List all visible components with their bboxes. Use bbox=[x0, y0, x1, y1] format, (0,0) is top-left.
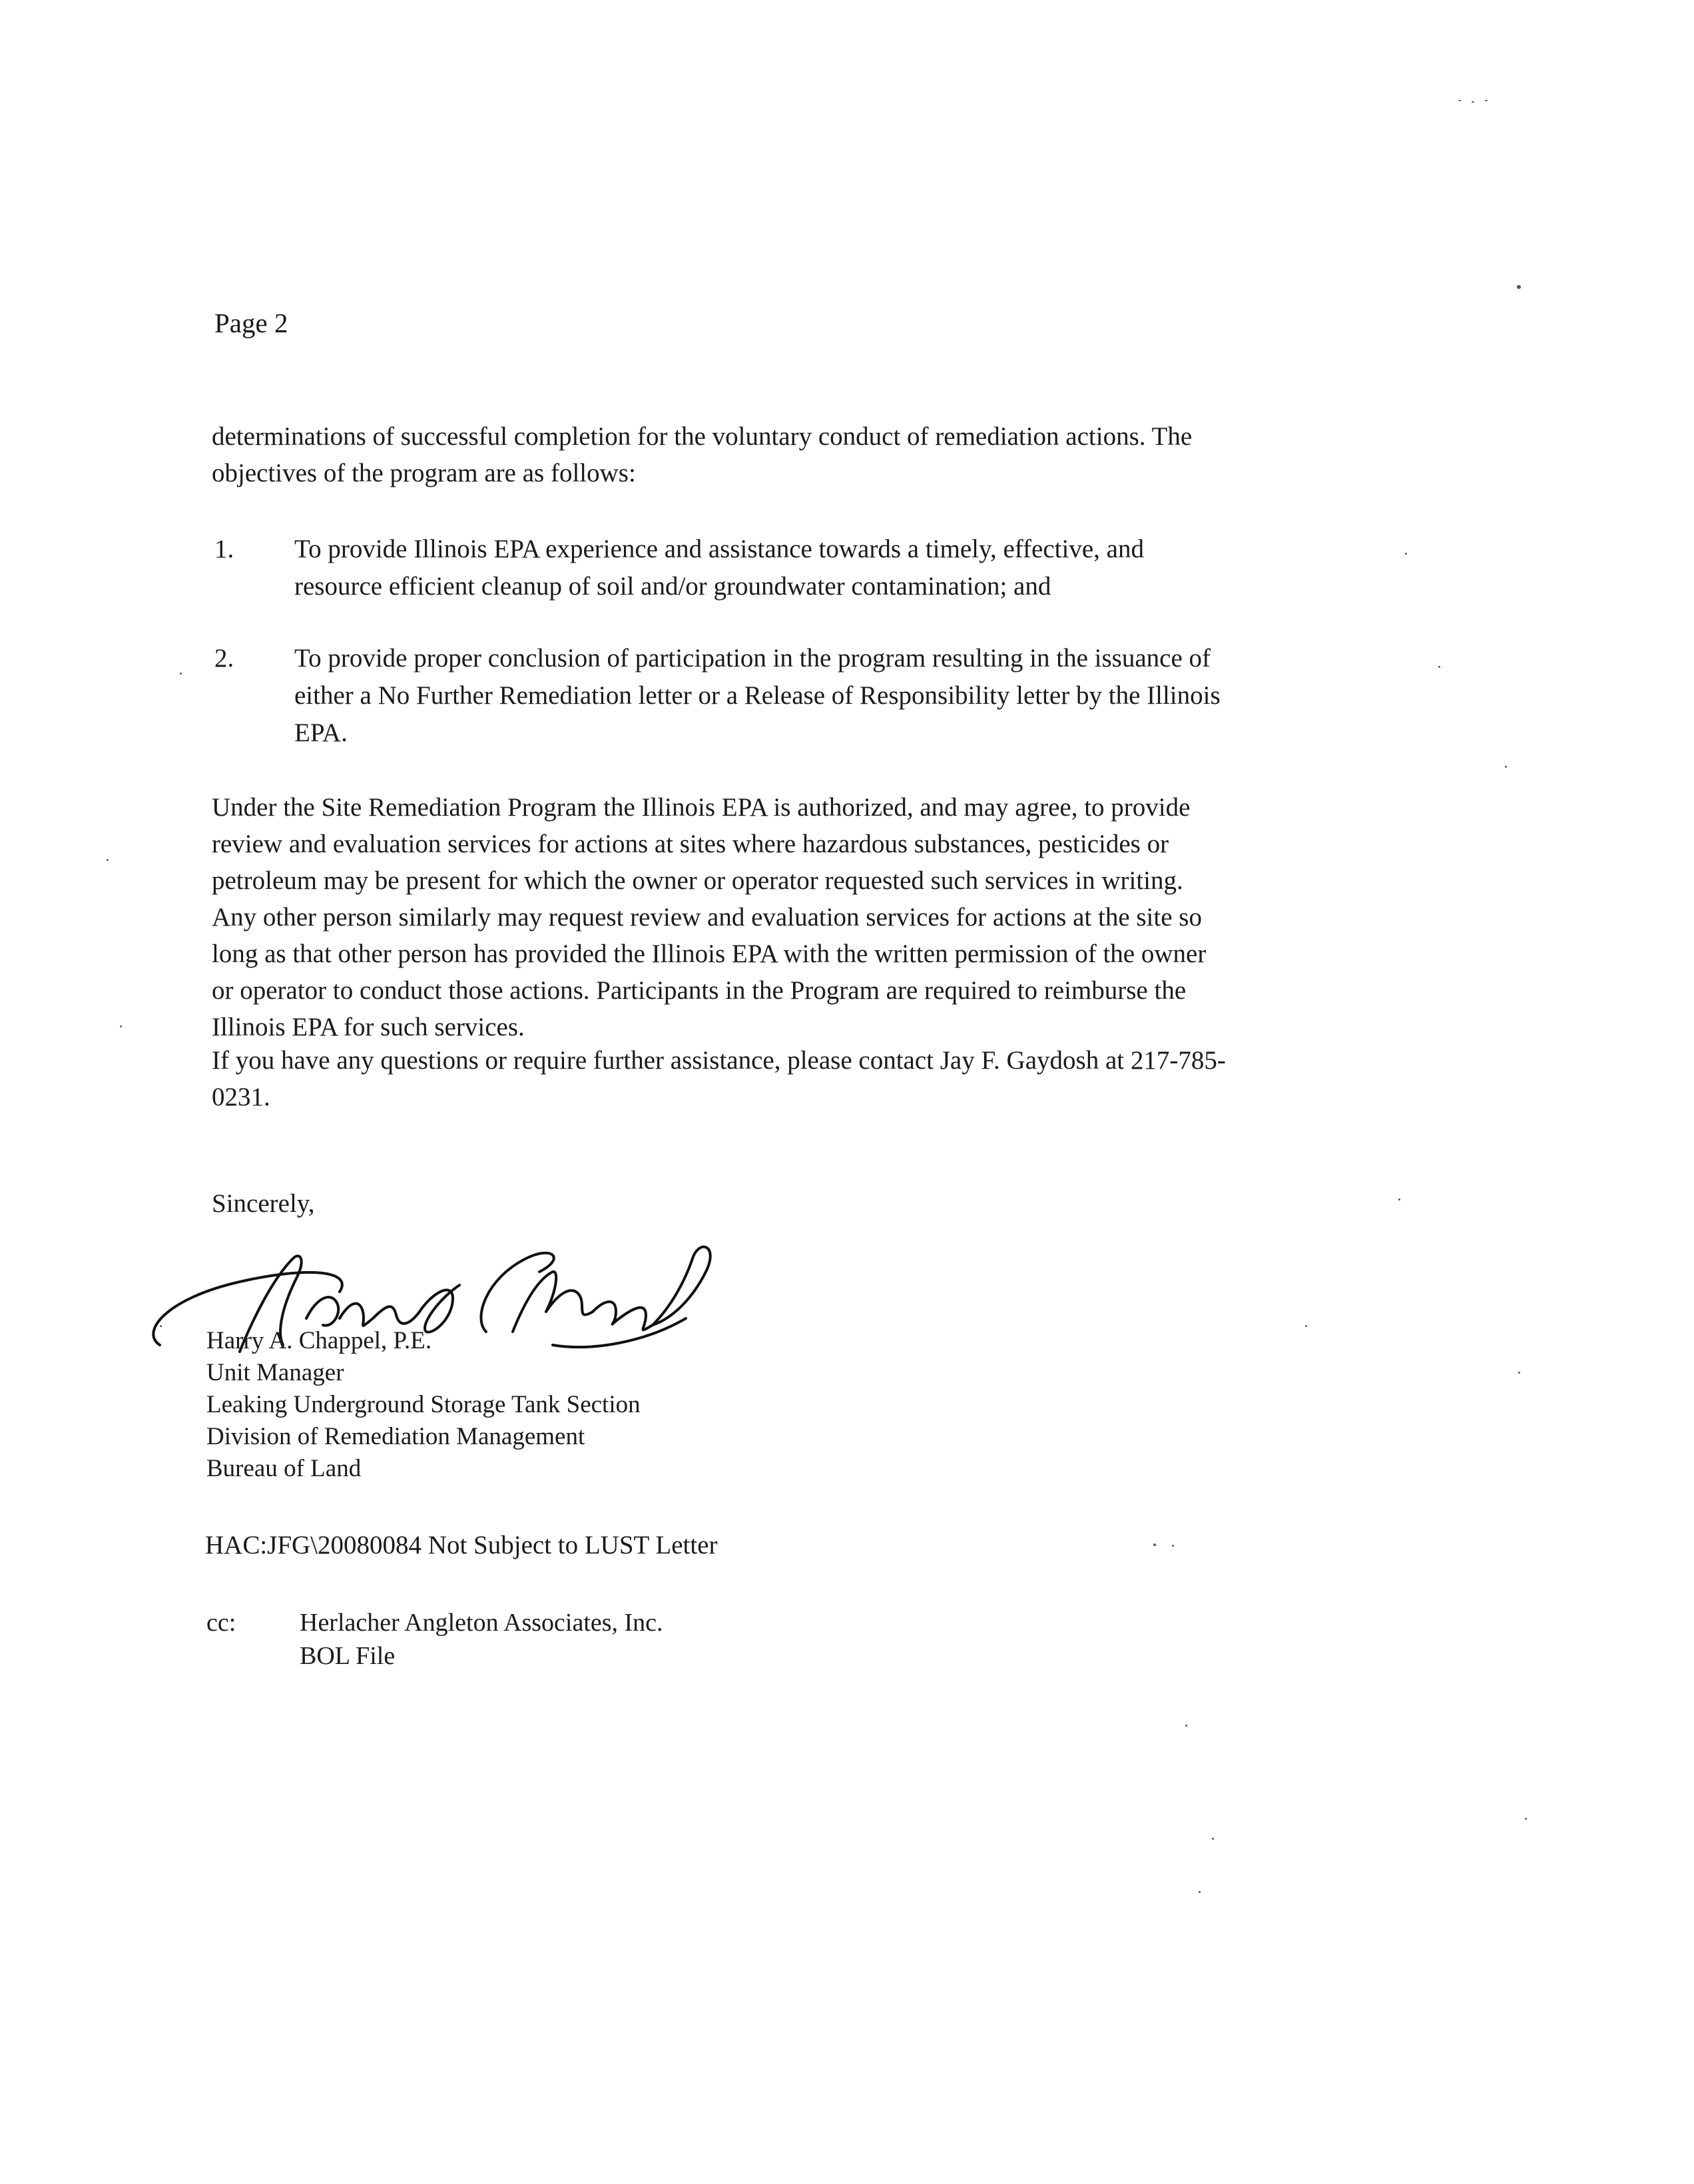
scan-speck bbox=[1153, 1543, 1156, 1546]
objective-text bbox=[294, 531, 1386, 605]
authority-line: or operator to conduct those actions. Participants in the Program are required to reimburse the bbox=[212, 976, 1187, 1005]
authority-line: petroleum may be present for which the owner or operator requested such services in writing. bbox=[212, 866, 1183, 895]
contact-line: 0231. bbox=[212, 1083, 270, 1111]
scan-speck bbox=[1185, 1725, 1187, 1727]
scan-speck bbox=[1525, 1818, 1527, 1820]
scan-speck bbox=[1305, 1325, 1307, 1327]
intro-paragraph bbox=[212, 418, 1377, 491]
authority-line: Under the Site Remediation Program the Illinois EPA is authorized, and may agree, to provide bbox=[212, 793, 1191, 822]
authority-line: review and evaluation services for actions at sites where hazardous substances, pesticides or bbox=[212, 830, 1169, 858]
objective-item bbox=[214, 531, 1386, 605]
authority-paragraph bbox=[212, 789, 1384, 1045]
scan-speck bbox=[1172, 1545, 1174, 1547]
cc-label: cc: bbox=[206, 1609, 236, 1637]
scan-speck bbox=[1199, 1891, 1201, 1893]
signer-division: Division of Remediation Management bbox=[206, 1423, 585, 1450]
objective-number: 2. bbox=[214, 644, 234, 673]
scan-speck bbox=[1438, 666, 1440, 668]
authority-line: Any other person similarly may request review and evaluation services for actions at the site so bbox=[212, 903, 1202, 932]
signer-title: Unit Manager bbox=[206, 1359, 344, 1386]
authority-line: long as that other person has provided the Illinois EPA with the written permission of the owner bbox=[212, 940, 1207, 968]
objective-line: either a No Further Remediation letter or a Release of Responsibility letter by the Illinois bbox=[294, 681, 1221, 710]
contact-paragraph bbox=[212, 1042, 1397, 1115]
signer-name: Harry A. Chappel, P.E. bbox=[206, 1327, 432, 1354]
scan-speck bbox=[1472, 101, 1474, 103]
objective-number: 1. bbox=[214, 535, 234, 563]
scan-speck bbox=[1485, 100, 1488, 101]
scan-speck bbox=[107, 859, 109, 861]
page-number-header: Page 2 bbox=[214, 308, 288, 338]
contact-line: If you have any questions or require further assistance, please contact Jay F. Gaydosh at 217-785- bbox=[212, 1046, 1226, 1075]
scan-speck bbox=[1458, 100, 1461, 101]
cc-recipient: BOL File bbox=[300, 1642, 396, 1670]
signer-block bbox=[206, 1325, 641, 1485]
objective-line: EPA. bbox=[294, 718, 348, 747]
objectives-list bbox=[214, 531, 1386, 786]
intro-line: determinations of successful completion for the voluntary conduct of remediation actions. The bbox=[212, 422, 1193, 451]
scan-speck bbox=[1517, 285, 1521, 289]
cc-recipient: Herlacher Angleton Associates, Inc. bbox=[300, 1609, 663, 1637]
scan-speck bbox=[1518, 1372, 1520, 1374]
scan-speck bbox=[1398, 1199, 1400, 1201]
signer-section: Leaking Underground Storage Tank Section bbox=[206, 1391, 641, 1418]
scan-speck bbox=[1505, 766, 1507, 768]
objective-line: To provide proper conclusion of participation in the program resulting in the issuance of bbox=[294, 644, 1211, 673]
scan-speck bbox=[120, 1025, 122, 1027]
scan-speck bbox=[180, 673, 182, 675]
authority-line: Illinois EPA for such services. bbox=[212, 1013, 525, 1041]
signer-bureau: Bureau of Land bbox=[206, 1455, 362, 1482]
closing-salutation: Sincerely, bbox=[212, 1189, 315, 1218]
intro-line: objectives of the program are as follows: bbox=[212, 459, 636, 487]
objective-line: resource efficient cleanup of soil and/or groundwater contamination; and bbox=[294, 572, 1051, 601]
objective-text bbox=[294, 640, 1386, 752]
reference-line: HAC:JFG\20080084 Not Subject to LUST Letter bbox=[205, 1531, 718, 1559]
scan-speck bbox=[160, 1325, 162, 1327]
objective-line: To provide Illinois EPA experience and assistance towards a timely, effective, and bbox=[294, 535, 1144, 563]
scan-speck bbox=[1212, 1838, 1214, 1840]
scan-speck bbox=[1405, 553, 1407, 555]
cc-recipients bbox=[300, 1606, 663, 1673]
objective-item bbox=[214, 640, 1386, 752]
